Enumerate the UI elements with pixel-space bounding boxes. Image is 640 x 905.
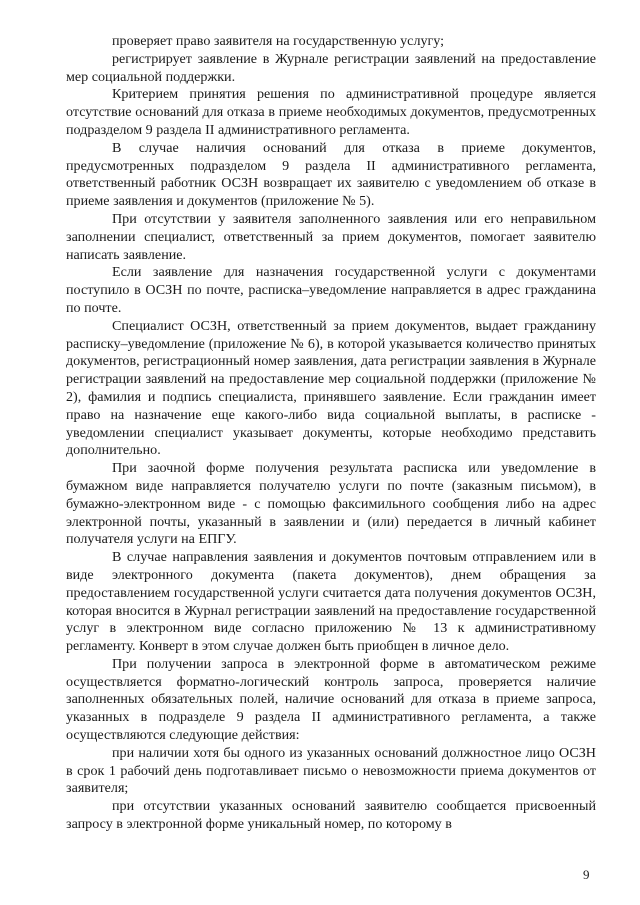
paragraph: В случае наличия оснований для отказа в приеме документов, предусмотренных подразделом 9 раздела II административного регламента, ответственный работник ОСЗН возвращает их заявителю с уведомлением об отказе в приеме заявления и документов (приложение № 5).: [66, 139, 596, 210]
paragraph: регистрирует заявление в Журнале регистрации заявлений на предоставление мер социальной поддержки.: [66, 50, 596, 85]
body-text: [66, 33, 596, 834]
paragraph: При получении запроса в электронной форме в автоматическом режиме осуществляется форматно-логический контроль запроса, проверяется наличие заполненных обязательных полей, наличие оснований для отказа в приеме запроса, указанных в подразделе 9 раздела II административного регламента, а также осуществляются следующие действия:: [66, 655, 596, 744]
paragraph: при отсутствии указанных оснований заявителю сообщается присвоенный запросу в электронной форме уникальный номер, по которому в: [66, 798, 596, 833]
paragraph: Критерием принятия решения по административной процедуре является отсутствие оснований для отказа в приеме необходимых документов, предусмотренных подразделом 9 раздела II административного регламента.: [66, 86, 596, 138]
paragraph: В случае направления заявления и документов почтовым отправлением или в виде электронного документа (пакета документов), днем обращения за предоставлением государственной услуги считается дата получения документов ОСЗН, которая вносится в Журнал регистрации заявлений на предоставление государственной услуг в электронном виде согласно приложению № 13 к административному регламенту. Конверт в этом случае должен быть приобщен в личное дело.: [66, 549, 596, 655]
paragraph: проверяет право заявителя на государственную услугу;: [112, 33, 445, 49]
paragraph: Специалист ОСЗН, ответственный за прием документов, выдает гражданину расписку–уведомление (приложение № 6), в которой указывается количество принятых документов, регистрационный номер заявления, дата регистрации заявления в Журнале регистрации заявлений на предоставление мер социальной поддержки (приложение № 2), фамилия и подпись специалиста, принявшего заявление. Если гражданин имеет право на назначение еще какого-либо вида социальной выплаты, в расписке - уведомлении специалист указывает документы, которые необходимо представить дополнительно.: [66, 317, 596, 459]
page-number: 9: [583, 867, 590, 882]
paragraph: Если заявление для назначения государственной услуги с документами поступило в ОСЗН по почте, расписка–уведомление направляется в адрес гражданина по почте.: [66, 264, 596, 316]
paragraph: При отсутствии у заявителя заполненного заявления или его неправильном заполнении специалист, ответственный за прием документов, помогает заявителю написать заявление.: [66, 210, 596, 263]
paragraph: При заочной форме получения результата расписка или уведомление в бумажном виде направляется получателю услуги по почте (заказным письмом), в бумажно-электронном виде - с помощью факсимильного сообщения либо на адрес электронной почты, указанный в заявлении и (или) передается в личный кабинет получателя услуги на ЕПГУ.: [66, 460, 596, 548]
paragraph: при наличии хотя бы одного из указанных оснований должностное лицо ОСЗН в срок 1 рабочий день подготавливает письмо о невозможности приема документов от заявителя;: [66, 744, 596, 797]
